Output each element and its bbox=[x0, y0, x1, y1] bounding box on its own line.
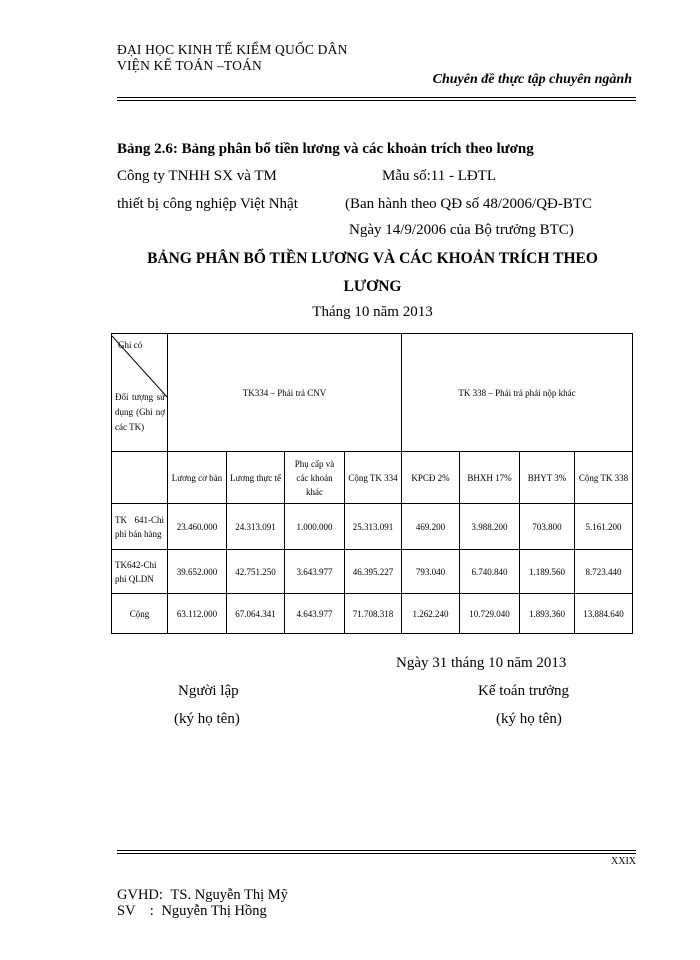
table-cell: 3.988.200 bbox=[460, 504, 520, 550]
column-header: Cộng TK 338 bbox=[575, 452, 633, 504]
accountant-title: Kế toán trưởng bbox=[478, 683, 570, 699]
company-line-2: thiết bị công nghiệp Việt Nhật bbox=[117, 196, 298, 212]
column-header: KPCĐ 2% bbox=[402, 452, 460, 504]
table-cell: 1.000.000 bbox=[285, 504, 345, 550]
student-label: SV : bbox=[117, 903, 154, 919]
corner-debit-label: Đối tượng sử dụng (Ghi nợ các TK) bbox=[115, 392, 165, 432]
column-header: Phụ cấp và các khoản khác bbox=[285, 452, 345, 504]
report-type: Chuyên đề thực tập chuyên ngành bbox=[432, 72, 632, 87]
table-corner-cell bbox=[112, 334, 168, 452]
row-label: TK642-Chi phí QLDN bbox=[112, 550, 168, 594]
table-cell: 469.200 bbox=[402, 504, 460, 550]
form-number: Mẫu số:11 - LĐTL bbox=[382, 168, 497, 184]
student-name: Nguyễn Thị Hồng bbox=[161, 903, 267, 919]
column-header: Lương cơ bản bbox=[168, 452, 227, 504]
supervisor-label: GVHD: bbox=[117, 887, 163, 903]
document-title-line-1: BẢNG PHÂN BỔ TIỀN LƯƠNG VÀ CÁC KHOẢN TRÍCH THEO bbox=[147, 250, 598, 267]
table-cell: 3.643.977 bbox=[285, 550, 345, 594]
footer-rule-thick bbox=[117, 850, 636, 851]
supervisor-line bbox=[117, 887, 288, 904]
table-row bbox=[112, 504, 633, 550]
table-cell: 39.652.000 bbox=[168, 550, 227, 594]
table-cell: 46.395.227 bbox=[345, 550, 402, 594]
table-cell: 703.800 bbox=[520, 504, 575, 550]
footer-rule-thin bbox=[117, 853, 636, 854]
table-cell: 71.708.318 bbox=[345, 594, 402, 634]
table-cell: 4.643.977 bbox=[285, 594, 345, 634]
document-title-line-2: LƯƠNG bbox=[343, 278, 402, 295]
table-cell: 1.189.560 bbox=[520, 550, 575, 594]
table-group-header-row bbox=[112, 334, 633, 452]
table-caption: Bảng 2.6: Bảng phân bổ tiền lương và các khoản trích theo lương bbox=[117, 141, 534, 157]
table-total-row bbox=[112, 594, 633, 634]
table-column-header-row bbox=[112, 452, 633, 504]
column-header: Lương thực tế bbox=[227, 452, 285, 504]
column-header: BHXH 17% bbox=[460, 452, 520, 504]
table-cell: 23.460.000 bbox=[168, 504, 227, 550]
page-number: XXIX bbox=[611, 856, 636, 867]
form-decree: (Ban hành theo QĐ số 48/2006/QĐ-BTC bbox=[345, 196, 593, 212]
preparer-note: (ký họ tên) bbox=[174, 711, 240, 727]
header-rule-thick bbox=[117, 97, 636, 98]
table-cell: 25.313.091 bbox=[345, 504, 402, 550]
table-cell: 24.313.091 bbox=[227, 504, 285, 550]
column-header-spacer bbox=[112, 452, 168, 504]
column-header: Cộng TK 334 bbox=[345, 452, 402, 504]
preparer-title: Người lập bbox=[178, 683, 239, 699]
table-cell: 6.740.840 bbox=[460, 550, 520, 594]
corner-credit-label: Ghi có bbox=[118, 340, 143, 350]
group-header-tk334: TK334 – Phải trả CNV bbox=[168, 334, 402, 452]
signature-date: Ngày 31 tháng 10 năm 2013 bbox=[396, 655, 567, 671]
table-cell: 13.884.640 bbox=[575, 594, 633, 634]
table-cell: 10.729.040 bbox=[460, 594, 520, 634]
header-rule-thin bbox=[117, 100, 636, 101]
row-label: Cộng bbox=[112, 594, 168, 634]
form-date: Ngày 14/9/2006 của Bộ trưởng BTC) bbox=[349, 222, 574, 238]
institution-line-2: VIỆN KẾ TOÁN –TOÁN bbox=[117, 58, 262, 73]
group-header-tk338: TK 338 – Phải trả phải nộp khác bbox=[402, 334, 633, 452]
table-cell: 1.893.360 bbox=[520, 594, 575, 634]
company-line-1: Công ty TNHH SX và TM bbox=[117, 168, 277, 184]
accountant-note: (ký họ tên) bbox=[496, 711, 562, 727]
document-period: Tháng 10 năm 2013 bbox=[312, 304, 433, 320]
table-cell: 8.723.440 bbox=[575, 550, 633, 594]
table-cell: 67.064.341 bbox=[227, 594, 285, 634]
student-line bbox=[117, 903, 267, 920]
institution-line-1: ĐẠI HỌC KINH TẾ KIỂM QUỐC DÂN bbox=[117, 42, 348, 57]
table-row bbox=[112, 550, 633, 594]
supervisor-name: TS. Nguyễn Thị Mỹ bbox=[170, 887, 288, 903]
salary-allocation-table bbox=[111, 333, 633, 634]
table-cell: 63.112.000 bbox=[168, 594, 227, 634]
row-label: TK 641-Chi phí bán hàng bbox=[112, 504, 168, 550]
column-header: BHYT 3% bbox=[520, 452, 575, 504]
table-cell: 5.161.200 bbox=[575, 504, 633, 550]
table-cell: 1.262.240 bbox=[402, 594, 460, 634]
table-cell: 793.040 bbox=[402, 550, 460, 594]
table-cell: 42.751.250 bbox=[227, 550, 285, 594]
